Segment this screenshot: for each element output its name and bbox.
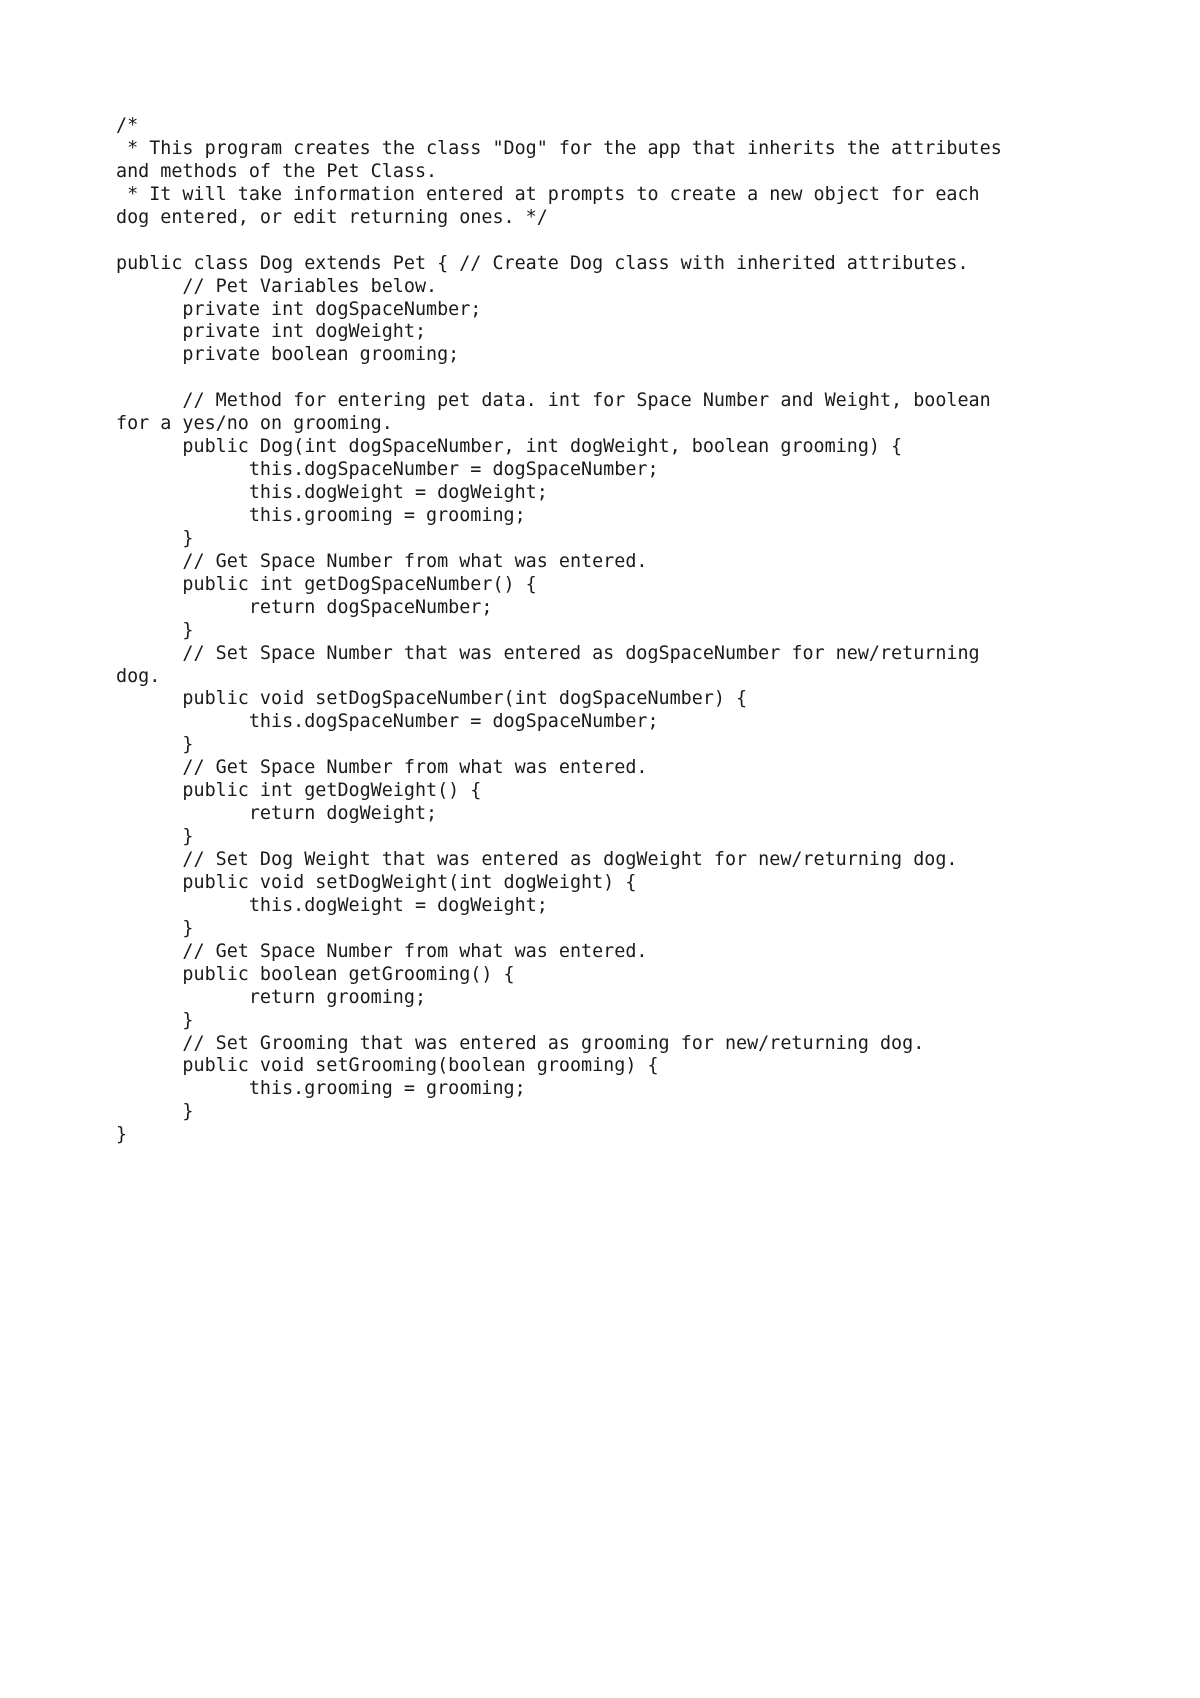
code-line: this.dogWeight = dogWeight; (116, 894, 548, 916)
code-line: } (116, 734, 194, 756)
code-line: public void setDogSpaceNumber(int dogSpaceNumber) { (116, 688, 748, 710)
code-line: } (116, 1009, 194, 1031)
code-line (116, 367, 1002, 390)
code-line: // Get Space Number from what was entered. (116, 940, 648, 962)
code-line: } (116, 826, 194, 848)
code-line: // Set Grooming that was entered as grooming for new/returning dog. (116, 1032, 925, 1054)
code-line: * This program creates the class "Dog" for the app that inherits the attributes (116, 137, 1002, 159)
code-listing (116, 115, 1002, 1147)
code-line: dog. (116, 665, 161, 687)
code-line: /* (116, 115, 139, 136)
code-line: } (116, 619, 194, 641)
code-line: and methods of the Pet Class. (116, 160, 438, 182)
code-line: public int getDogWeight() { (116, 780, 482, 802)
code-line: return dogSpaceNumber; (116, 596, 493, 618)
code-line: } (116, 917, 194, 939)
code-line: public void setDogWeight(int dogWeight) { (116, 871, 637, 893)
code-line: } (116, 1124, 128, 1146)
code-line: return grooming; (116, 986, 427, 1008)
code-line: } (116, 527, 194, 549)
code-line: this.dogSpaceNumber = dogSpaceNumber; (116, 459, 659, 481)
code-line: * It will take information entered at prompts to create a new object for each (116, 183, 980, 205)
code-line: dog entered, or edit returning ones. */ (116, 206, 548, 228)
code-line: public void setGrooming(boolean grooming) { (116, 1055, 659, 1077)
code-line: public int getDogSpaceNumber() { (116, 573, 537, 595)
code-line: this.dogSpaceNumber = dogSpaceNumber; (116, 711, 659, 733)
code-line (116, 230, 1002, 253)
code-line: private boolean grooming; (116, 344, 460, 366)
code-line: this.grooming = grooming; (116, 504, 526, 526)
code-line: // Set Dog Weight that was entered as dogWeight for new/returning dog. (116, 849, 958, 870)
code-line: return dogWeight; (116, 803, 438, 825)
code-line: this.grooming = grooming; (116, 1078, 526, 1100)
code-line: public class Dog extends Pet { // Create Dog class with inherited attributes. (116, 252, 969, 274)
code-line: } (116, 1101, 194, 1123)
code-line: private int dogWeight; (116, 321, 427, 343)
code-line: for a yes/no on grooming. (116, 413, 393, 435)
code-line: private int dogSpaceNumber; (116, 298, 482, 320)
code-line: public boolean getGrooming() { (116, 963, 515, 985)
code-line: // Get Space Number from what was entered. (116, 550, 648, 572)
code-line: this.dogWeight = dogWeight; (116, 482, 548, 503)
code-line: // Set Space Number that was entered as dogSpaceNumber for new/returning (116, 642, 980, 664)
code-line: public Dog(int dogSpaceNumber, int dogWeight, boolean grooming) { (116, 436, 903, 458)
code-line: // Get Space Number from what was entered. (116, 757, 648, 779)
code-line: // Method for entering pet data. int for Space Number and Weight, boolean (116, 390, 991, 412)
code-line: // Pet Variables below. (116, 275, 438, 297)
